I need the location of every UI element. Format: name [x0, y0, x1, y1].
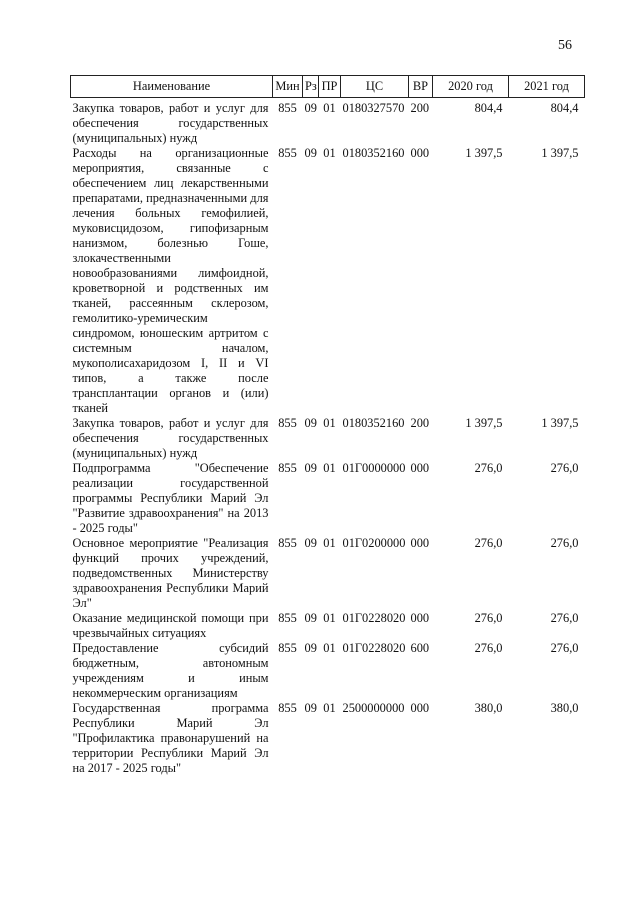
row-cs: 01Г0200000 [342, 536, 406, 550]
row-2020: 276,0 [474, 641, 503, 655]
row-rz: 09 [304, 611, 317, 625]
row-2021: 276,0 [550, 536, 579, 550]
row-2020: 380,0 [474, 701, 503, 715]
row-min: 855 [278, 611, 297, 625]
page-number: 56 [558, 38, 572, 53]
budget-table [70, 75, 585, 776]
row-pr: 01 [323, 641, 336, 655]
table-header [71, 76, 585, 98]
row-vr: 200 [410, 416, 430, 430]
row-cs: 0180327570 [342, 101, 405, 115]
row-min: 855 [278, 701, 297, 715]
row-2021: 1 397,5 [541, 416, 579, 430]
row-vr: 000 [410, 701, 430, 715]
header-cs: ЦС [341, 76, 409, 98]
row-2021: 1 397,5 [541, 146, 579, 160]
table-body [71, 98, 585, 777]
row-min: 855 [278, 101, 297, 115]
header-name: Наименование [71, 76, 273, 98]
row-cs: 0180352160 [342, 146, 405, 160]
header-min: Мин [273, 76, 303, 98]
table-row [71, 536, 585, 611]
row-cs: 2500000000 [342, 701, 405, 715]
row-2020: 804,4 [474, 101, 503, 115]
row-vr: 200 [410, 101, 430, 115]
row-name: Подпрограмма "Обеспечение реализации государственной программы Республики Марий Эл "Развитие здравоохранения" на 2013 - 2025 годы" [72, 461, 269, 535]
header-rz: Рз [303, 76, 319, 98]
header-vr: ВР [409, 76, 433, 98]
row-2020: 1 397,5 [465, 416, 503, 430]
row-name: Оказание медицинской помощи при чрезвычайных ситуациях [72, 611, 269, 640]
row-pr: 01 [323, 536, 336, 550]
header-pr: ПР [319, 76, 341, 98]
row-rz: 09 [304, 701, 317, 715]
header-2021: 2021 год [509, 76, 585, 98]
row-name: Закупка товаров, работ и услуг для обеспечения государственных (муниципальных) нужд [72, 416, 269, 460]
row-2021: 380,0 [550, 701, 579, 715]
row-min: 855 [278, 461, 297, 475]
table-row [71, 146, 585, 416]
header-2020: 2020 год [433, 76, 509, 98]
row-2020: 276,0 [474, 461, 503, 475]
row-pr: 01 [323, 611, 336, 625]
row-pr: 01 [323, 101, 336, 115]
row-cs: 01Г0228020 [342, 641, 406, 655]
row-name: Государственная программа Республики Марий Эл "Профилактика правонарушений на территории Республики Марий Эл на 2017 - 2025 годы" [72, 701, 269, 775]
row-2021: 804,4 [550, 101, 579, 115]
row-name: Закупка товаров, работ и услуг для обеспечения государственных (муниципальных) нужд [72, 101, 269, 145]
row-cs: 01Г0000000 [342, 461, 406, 475]
row-vr: 000 [410, 611, 430, 625]
row-2020: 1 397,5 [465, 146, 503, 160]
table-row [71, 98, 585, 147]
row-cs: 0180352160 [342, 416, 405, 430]
row-vr: 000 [410, 461, 430, 475]
row-pr: 01 [323, 701, 336, 715]
row-cs: 01Г0228020 [342, 611, 406, 625]
table-row [71, 611, 585, 641]
row-min: 855 [278, 641, 297, 655]
row-vr: 600 [410, 641, 430, 655]
row-name: Расходы на организационные мероприятия, связанные с обеспечением лиц лекарственными препаратами, предназначенными для лечения больных гемофилией, муковисцидозом, гипофизарным нанизмом, болезнью Гоше, злокачественными новообразованиями лимфоидной, кроветворной и родственных им тканей, рассеянным склерозом, гемолитико-уремическим синдромом, юношеским артритом с системным началом, мукополисахаридозом I, II и VI типов, а также после трансплантации органов и (или) тканей [72, 146, 269, 415]
row-rz: 09 [304, 461, 317, 475]
row-rz: 09 [304, 641, 317, 655]
row-2021: 276,0 [550, 461, 579, 475]
row-rz: 09 [304, 146, 317, 160]
row-name: Основное мероприятие "Реализация функций прочих учреждений, подведомственных Министерству здравоохранения Республики Марий Эл" [72, 536, 269, 610]
row-rz: 09 [304, 536, 317, 550]
row-min: 855 [278, 536, 297, 550]
row-pr: 01 [323, 146, 336, 160]
table-header-row [71, 76, 585, 98]
row-pr: 01 [323, 461, 336, 475]
row-pr: 01 [323, 416, 336, 430]
row-2021: 276,0 [550, 611, 579, 625]
row-2020: 276,0 [474, 611, 503, 625]
row-vr: 000 [410, 146, 430, 160]
row-2021: 276,0 [550, 641, 579, 655]
row-vr: 000 [410, 536, 430, 550]
table-row [71, 701, 585, 776]
row-name: Предоставление субсидий бюджетным, автономным учреждениям и иным некоммерческим организациям [72, 641, 269, 700]
table-row [71, 461, 585, 536]
row-min: 855 [278, 416, 297, 430]
table-row [71, 641, 585, 701]
row-min: 855 [278, 146, 297, 160]
row-2020: 276,0 [474, 536, 503, 550]
row-rz: 09 [304, 416, 317, 430]
table-row [71, 416, 585, 461]
row-rz: 09 [304, 101, 317, 115]
